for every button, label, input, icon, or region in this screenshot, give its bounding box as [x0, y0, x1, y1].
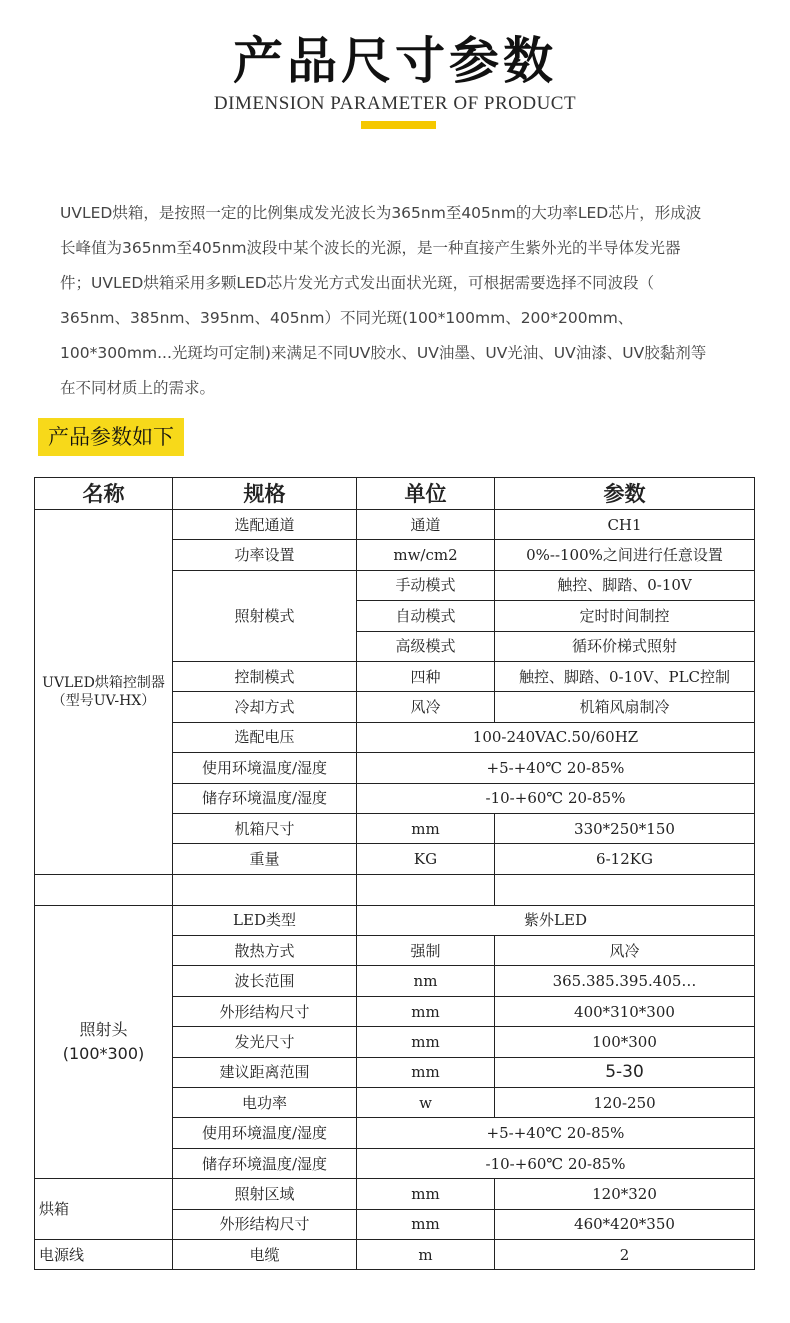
- cell-param: 2: [495, 1239, 755, 1269]
- cell-spec: 照射区域: [173, 1179, 357, 1209]
- cell-param: -10-+60℃ 20-85%: [357, 783, 755, 813]
- cell-spec: 选配电压: [173, 722, 357, 752]
- header-name: 名称: [35, 478, 173, 510]
- table-row: [35, 1239, 755, 1269]
- page-subtitle: DIMENSION PARAMETER OF PRODUCT: [213, 93, 577, 114]
- cell-param: +5-+40℃ 20-85%: [357, 1118, 755, 1148]
- cell-param: -10-+60℃ 20-85%: [357, 1148, 755, 1178]
- cell-spec: 电缆: [173, 1239, 357, 1269]
- cell-param: +5-+40℃ 20-85%: [357, 753, 755, 783]
- intro-line: 件；UVLED烘箱采用多颗LED芯片发光方式发出面状光斑，可根据需要选择不同波段（: [60, 274, 655, 292]
- cell-param: 100*300: [495, 1027, 755, 1057]
- header-spec: 规格: [173, 478, 357, 510]
- cell-spec: 储存环境温度/湿度: [173, 1148, 357, 1178]
- cell-spec: LED类型: [173, 905, 357, 935]
- cell-unit: mm: [357, 1057, 495, 1087]
- cell-unit: KG: [357, 844, 495, 874]
- cell-unit: mm: [357, 1027, 495, 1057]
- cell-param: 触控、脚踏、0-10V: [495, 570, 755, 600]
- cell-spec: 使用环境温度/湿度: [173, 1118, 357, 1148]
- intro-line: 在不同材质上的需求。: [60, 379, 216, 397]
- cell-spec: 波长范围: [173, 966, 357, 996]
- cell-param: 风冷: [495, 936, 755, 966]
- cell-param: 机箱风扇制冷: [495, 692, 755, 722]
- cell-spec: 外形结构尺寸: [173, 1209, 357, 1239]
- cell-param: 120*320: [495, 1179, 755, 1209]
- cell-param: 触控、脚踏、0-10V、PLC控制: [495, 661, 755, 691]
- cell-spec: 使用环境温度/湿度: [173, 753, 357, 783]
- cell-unit: 四种: [357, 661, 495, 691]
- cell-spec: 冷却方式: [173, 692, 357, 722]
- cell-unit: 自动模式: [357, 601, 495, 631]
- cell-spec: 散热方式: [173, 936, 357, 966]
- cell-unit: mw/cm2: [357, 540, 495, 570]
- cell-unit: 强制: [357, 936, 495, 966]
- cell-param: 120-250: [495, 1088, 755, 1118]
- group-power-cable: 电源线: [35, 1239, 173, 1269]
- cell-unit: nm: [357, 966, 495, 996]
- cell-spec: 重量: [173, 844, 357, 874]
- cell-param: 循环价梯式照射: [495, 631, 755, 661]
- header-param: 参数: [495, 478, 755, 510]
- section-heading: 产品参数如下: [38, 418, 184, 456]
- table-row: [35, 510, 755, 540]
- intro-line: UVLED烘箱，是按照一定的比例集成发光波长为365nm至405nm的大功率LED芯片，形成波: [60, 204, 702, 222]
- table-row-empty: [35, 874, 755, 905]
- cell-spec: 功率设置: [173, 540, 357, 570]
- cell-param: 330*250*150: [495, 813, 755, 843]
- table-row: [35, 905, 755, 935]
- intro-line: 100*300mm...光斑均可定制)来满足不同UV胶水、UV油墨、UV光油、UV油漆、UV胶黏剂等: [60, 344, 707, 362]
- spec-table: [34, 477, 755, 1270]
- cell-spec: 电功率: [173, 1088, 357, 1118]
- table-row: [35, 1179, 755, 1209]
- cell-spec: 外形结构尺寸: [173, 996, 357, 1026]
- cell-unit: 高级模式: [357, 631, 495, 661]
- cell-spec: 选配通道: [173, 510, 357, 540]
- cell-unit: mm: [357, 813, 495, 843]
- cell-param: 100-240VAC.50/60HZ: [357, 722, 755, 752]
- cell-spec: 建议距离范围: [173, 1057, 357, 1087]
- cell-param: 定时时间制控: [495, 601, 755, 631]
- cell-param: CH1: [495, 510, 755, 540]
- cell-unit: 手动模式: [357, 570, 495, 600]
- cell-param: 紫外LED: [357, 905, 755, 935]
- cell-param: 365.385.395.405…: [495, 966, 755, 996]
- intro-line: 365nm、385nm、395nm、405nm）不同光斑(100*100mm、200*200mm、: [60, 309, 634, 327]
- group-head-label: 照射头 (100*300): [62, 1019, 145, 1063]
- cell-unit: 风冷: [357, 692, 495, 722]
- cell-spec: 储存环境温度/湿度: [173, 783, 357, 813]
- group-irradiation-head: [35, 905, 173, 1179]
- cell-param: 6-12KG: [495, 844, 755, 874]
- cell-spec: 发光尺寸: [173, 1027, 357, 1057]
- cell-unit: m: [357, 1239, 495, 1269]
- group-controller: UVLED烘箱控制器（型号UV-HX）: [35, 510, 173, 875]
- header-unit: 单位: [357, 478, 495, 510]
- cell-param: 0%--100%之间进行任意设置: [495, 540, 755, 570]
- title-accent-bar: [361, 121, 436, 129]
- cell-param: 460*420*350: [495, 1209, 755, 1239]
- cell-unit: mm: [357, 1209, 495, 1239]
- cell-param: 400*310*300: [495, 996, 755, 1026]
- cell-unit: mm: [357, 1179, 495, 1209]
- cell-unit: mm: [357, 996, 495, 1026]
- page-title: 产品尺寸参数: [233, 32, 557, 90]
- cell-unit: w: [357, 1088, 495, 1118]
- intro-paragraph: [60, 196, 750, 406]
- group-oven: 烘箱: [35, 1179, 173, 1240]
- cell-unit: 通道: [357, 510, 495, 540]
- intro-line: 长峰值为365nm至405nm波段中某个波长的光源，是一种直接产生紫外光的半导体发光器: [60, 239, 681, 257]
- cell-spec: 控制模式: [173, 661, 357, 691]
- cell-param: 5-30: [495, 1057, 755, 1087]
- table-header-row: [35, 478, 755, 510]
- cell-spec: 照射模式: [173, 570, 357, 661]
- cell-spec: 机箱尺寸: [173, 813, 357, 843]
